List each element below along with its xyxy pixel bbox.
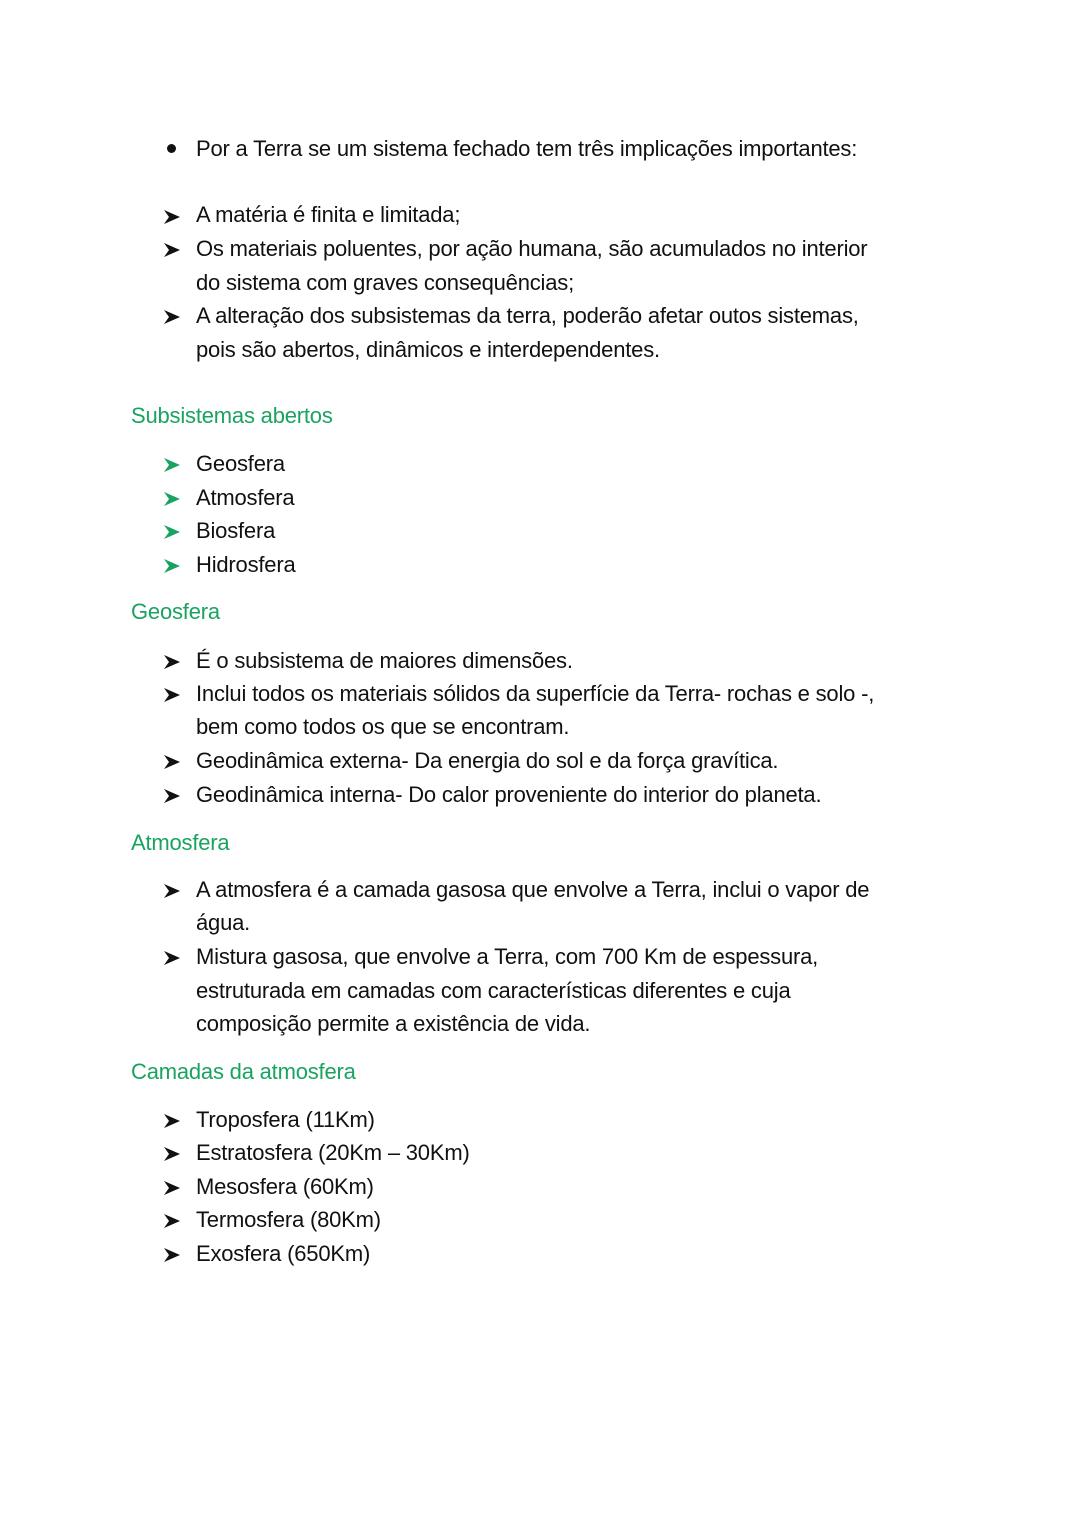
round-bullet-icon (167, 144, 176, 153)
arrowhead-bullet-icon (161, 233, 187, 267)
geosfera-item: Geodinâmica interna- Do calor proveniente do interior do planeta. (196, 782, 822, 807)
camada-item: Troposfera (11Km) (196, 1107, 375, 1132)
arrowhead-bullet-icon (161, 745, 187, 779)
implication-item: A alteração dos subsistemas da terra, poderão afetar outos sistemas, (196, 303, 859, 328)
arrowhead-bullet-icon (161, 1137, 187, 1171)
atmosfera-item-continued: estruturada em camadas com características diferentes e cuja (196, 978, 791, 1003)
atmosfera-item-continued: composição permite a existência de vida. (196, 1011, 591, 1036)
implication-item: A matéria é finita e limitada; (196, 202, 461, 227)
geosfera-item: É o subsistema de maiores dimensões. (196, 648, 573, 673)
geosfera-item-continued: bem como todos os que se encontram. (196, 714, 570, 739)
section-heading-atmosfera: Atmosfera (131, 830, 230, 855)
subsistema-item: Atmosfera (196, 485, 295, 510)
arrowhead-bullet-icon (161, 941, 187, 975)
arrowhead-bullet-icon (161, 1238, 187, 1272)
arrowhead-bullet-icon (161, 874, 187, 908)
geosfera-item: Geodinâmica externa- Da energia do sol e da força gravítica. (196, 748, 779, 773)
implication-item: Os materiais poluentes, por ação humana, são acumulados no interior (196, 236, 868, 261)
arrowhead-bullet-icon (161, 549, 187, 583)
implication-item-continued: pois são abertos, dinâmicos e interdependentes. (196, 337, 660, 362)
atmosfera-item: A atmosfera é a camada gasosa que envolve a Terra, inclui o vapor de (196, 877, 870, 902)
arrowhead-bullet-icon (161, 1204, 187, 1238)
camada-item: Mesosfera (60Km) (196, 1174, 374, 1199)
arrowhead-bullet-icon (161, 515, 187, 549)
intro-text: Por a Terra se um sistema fechado tem três implicações importantes: (196, 136, 858, 161)
arrowhead-bullet-icon (161, 645, 187, 679)
camada-item: Estratosfera (20Km – 30Km) (196, 1140, 470, 1165)
geosfera-item: Inclui todos os materiais sólidos da superfície da Terra- rochas e solo -, (196, 681, 875, 706)
atmosfera-item-continued: água. (196, 910, 251, 935)
subsistema-item: Hidrosfera (196, 552, 296, 577)
section-heading-camadas: Camadas da atmosfera (131, 1059, 356, 1084)
atmosfera-item: Mistura gasosa, que envolve a Terra, com 700 Km de espessura, (196, 944, 819, 969)
subsistema-item: Geosfera (196, 451, 285, 476)
arrowhead-bullet-icon (161, 482, 187, 516)
section-heading-subsistemas: Subsistemas abertos (131, 403, 333, 428)
camada-item: Exosfera (650Km) (196, 1241, 371, 1266)
camada-item: Termosfera (80Km) (196, 1207, 381, 1232)
arrowhead-bullet-icon (161, 678, 187, 712)
arrowhead-bullet-icon (161, 300, 187, 334)
arrowhead-bullet-icon (161, 1171, 187, 1205)
subsistema-item: Biosfera (196, 518, 276, 543)
arrowhead-bullet-icon (161, 1104, 187, 1138)
arrowhead-bullet-icon (161, 779, 187, 813)
arrowhead-bullet-icon (161, 200, 187, 234)
section-heading-geosfera: Geosfera (131, 599, 220, 624)
implication-item-continued: do sistema com graves consequências; (196, 270, 574, 295)
arrowhead-bullet-icon (161, 448, 187, 482)
